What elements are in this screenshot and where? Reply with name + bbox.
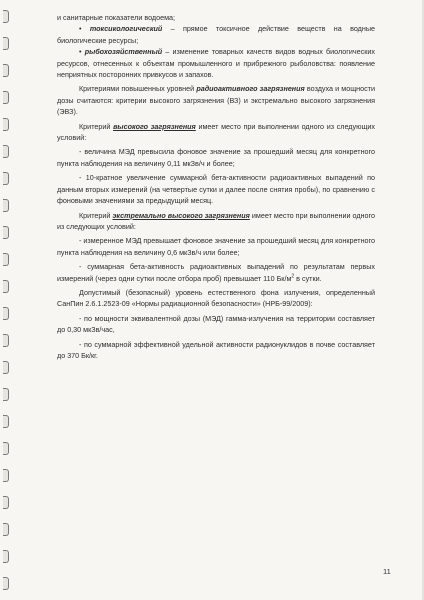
- bullet-text: – прямое токсичное действие веществ на водные биологические ресурсы;: [57, 24, 375, 45]
- binder-hole: [3, 361, 9, 374]
- term-toxicological: токсикологический: [89, 24, 163, 34]
- bullet-text: – изменение товарных качеств видов водных биологических ресурсов, отнесенных к объектам промышленного и прибрежного рыболовства: появление неприятных посторонних привкусов и запахов.: [57, 47, 375, 80]
- paragraph-sanitary: и санитарные показатели водоема;: [57, 13, 176, 22]
- binder-hole: [3, 145, 9, 158]
- list-item: - по мощности эквивалентной дозы (МЭД) гамма-излучения на территории составляет до 0,30 мкЗв/час,: [57, 313, 375, 335]
- binder-hole: [3, 37, 9, 50]
- term-high-pollution: высокого загрязнения: [113, 121, 196, 131]
- binder-hole: [3, 523, 9, 536]
- binder-hole: [3, 226, 9, 239]
- binder-hole: [3, 253, 9, 266]
- binder-hole: [3, 388, 9, 401]
- binder-hole: [3, 118, 9, 131]
- paragraph-high-pollution: Критерий высокого загрязнения имеет место при выполнении одного из следующих условий:: [57, 121, 375, 143]
- binder-hole: [3, 307, 9, 320]
- term-radioactive-pollution: радиоактивного загрязнения: [196, 84, 305, 94]
- paragraph-permissible-level: Допустимый (безопасный) уровень естественного фона излучения, определенный СанПин 2.6.1.2523-09 «Нормы радиационной безопасности» (НРБ-99/2009):: [57, 287, 375, 309]
- paragraph-extreme-pollution: Критерий экстремально высокого загрязнения имеет место при выполнении одного из следующих условий:: [57, 210, 375, 231]
- binder-hole: [3, 199, 9, 212]
- list-item: - величина МЭД превысила фоновое значение за прошедший месяц для конкретного пункта наблюдения на величину 0,11 мкЗв/ч и более;: [57, 147, 375, 168]
- bullet-fishery: [57, 46, 375, 80]
- list-item: - по суммарной эффективной удельной активности радионуклидов в почве составляет до 370 Бк/кг.: [57, 339, 375, 360]
- binder-hole: [3, 577, 9, 590]
- binder-holes: [0, 0, 14, 600]
- binder-hole: [3, 334, 9, 347]
- list-item: - измеренное МЭД превышает фоновое значение за прошедший месяц для конкретного пункта наблюдения на величину 0,6 мкЗв/ч или более;: [57, 236, 375, 257]
- binder-hole: [3, 550, 9, 563]
- binder-hole: [3, 496, 9, 509]
- bullet-icon: •: [79, 47, 82, 57]
- document-body: [57, 12, 375, 361]
- binder-hole: [3, 469, 9, 482]
- page-number: 11: [383, 567, 391, 576]
- binder-hole: [3, 415, 9, 428]
- binder-hole: [3, 10, 9, 23]
- binder-hole: [3, 64, 9, 77]
- binder-hole: [3, 91, 9, 104]
- term-fishery: рыбохозяйственный: [84, 47, 163, 57]
- term-extreme-pollution: экстремально высокого загрязнения: [112, 210, 250, 220]
- paragraph-radioactive-criteria: Критериями повышенных уровней радиоактивного загрязнения воздуха и мощности дозы считаются: критерии высокого загрязнения (ВЗ) и экстремально высокого загрязнения (ЭВЗ).: [57, 84, 375, 117]
- binder-hole: [3, 280, 9, 293]
- binder-hole: [3, 172, 9, 185]
- bullet-icon: •: [79, 24, 82, 34]
- list-item: - 10-кратное увеличение суммарной бета-активности радиоактивных выпадений по данным вторых измерений (на четвертые сутки и далее после снятия пробы), по сравнению с фоновыми значениями за предыдущий месяц.: [57, 173, 375, 206]
- binder-hole: [3, 442, 9, 455]
- bullet-toxicological: [57, 23, 375, 46]
- list-item: - суммарная бета-активность радиоактивных выпадений по результатам первых измерений (через одни сутки после отбора проб) превышает 110 $Бк/м^2$ в сутки.: [57, 262, 375, 283]
